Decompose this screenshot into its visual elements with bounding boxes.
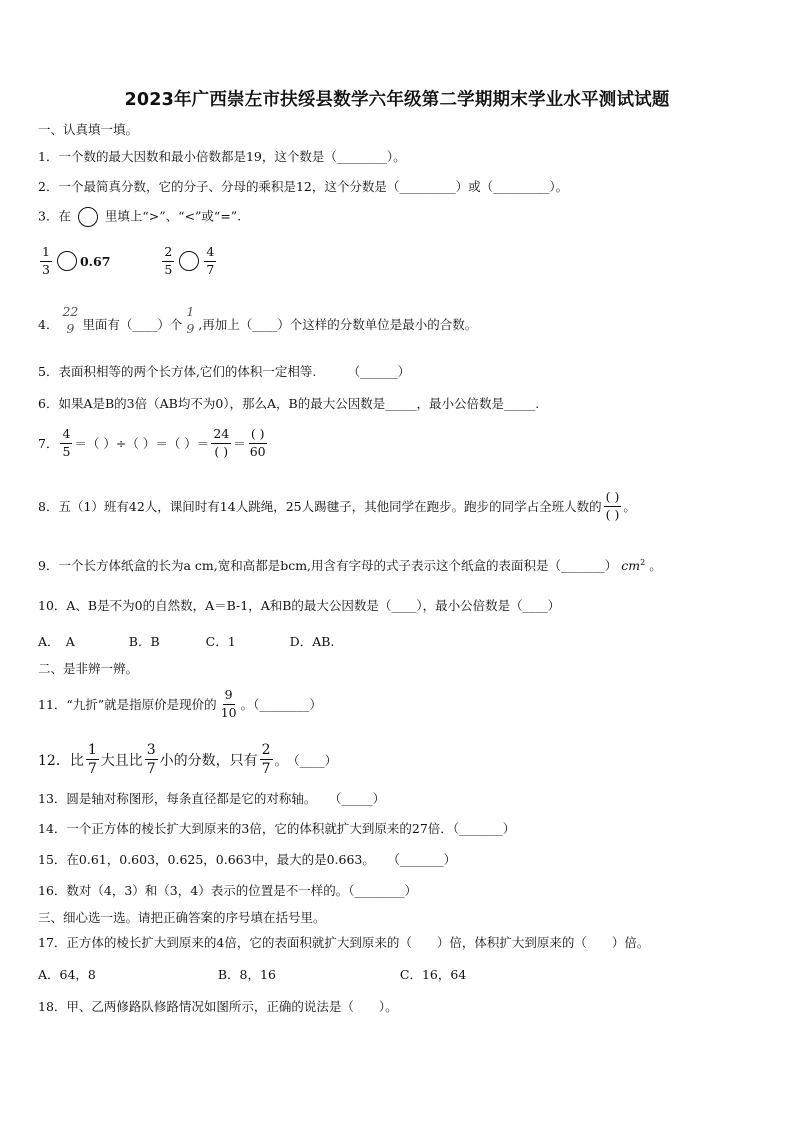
fraction-numerator: 3 <box>146 742 156 758</box>
question-14: 14．一个正方体的棱长扩大到原来的3倍，它的体积就扩大到原来的27倍．（_______） <box>38 821 516 836</box>
question-8-text: 8．五（1）班有42人，课间时有14人跳绳，25人踢毽子，其他同学在跑步。跑步的同学占全班人数的 <box>38 499 602 514</box>
option-c: C．1 <box>205 634 236 649</box>
fraction <box>162 246 174 276</box>
fraction-denominator: 10 <box>220 704 237 720</box>
comparison-rhs: 0.67 <box>79 253 111 269</box>
question-7-number: 7． <box>38 436 59 451</box>
fraction-numerator: 1 <box>186 304 195 319</box>
question-12-middle-2: 小的分数，只有 <box>159 752 258 769</box>
fraction-denominator: 7 <box>87 761 97 777</box>
fraction-numerator: ( ) <box>604 491 622 507</box>
fraction-denominator: 9 <box>66 320 75 336</box>
question-12-middle-1: 大且比 <box>100 752 143 769</box>
option-a: A． A <box>38 634 75 649</box>
question-18: 18．甲、乙两修路队修路情况如图所示，正确的说法是（ ）。 <box>38 999 398 1014</box>
fraction-numerator: 4 <box>60 428 72 444</box>
fraction-denominator: 3 <box>42 261 50 277</box>
option-b: B．8，16 <box>217 967 276 982</box>
question-4-text-1: 里面有（____）个 <box>82 317 183 332</box>
compare-circle-icon <box>179 251 199 271</box>
option-b: B．B <box>128 634 160 649</box>
unit-cm: cm <box>621 558 641 574</box>
unit-exponent: 2 <box>640 558 646 567</box>
question-16: 16．数对（4，3）和（3，4）表示的位置是不一样的。（________） <box>38 883 417 898</box>
fraction-numerator: 1 <box>40 246 52 262</box>
fraction-denominator: 5 <box>164 261 173 277</box>
comparison-2 <box>160 246 218 276</box>
question-15: 15．在0.61，0.603，0.625，0.663中，最大的是0.663。 （_______） <box>38 852 457 867</box>
question-9-text: 9．一个长方体纸盒的长为a cm,宽和高都是bcm,用含有字母的式子表示这个纸盒的表面积是（_______） <box>38 558 618 574</box>
question-3 <box>38 207 241 227</box>
fraction <box>604 491 622 521</box>
fraction <box>145 743 158 776</box>
fraction-numerator: ( ) <box>249 428 267 444</box>
fraction-numerator: 2 <box>261 742 271 758</box>
fraction-numerator: 1 <box>87 742 97 758</box>
compare-circle-icon <box>78 207 98 227</box>
question-17: 17．正方体的棱长扩大到原来的4倍，它的表面积就扩大到原来的（ ）倍，体积扩大到原来的（ ）倍。 <box>38 935 650 950</box>
question-12-end: 。 （____） <box>274 752 338 768</box>
fraction-denominator: 7 <box>261 761 271 777</box>
question-10-options <box>38 636 334 649</box>
question-12-prefix: 12．比 <box>38 752 84 769</box>
fraction-denominator: 9 <box>186 320 195 336</box>
fraction-denominator: ( ) <box>605 506 620 522</box>
question-13: 13．圆是轴对称图形，每条直径都是它的对称轴。 （_____） <box>38 791 386 806</box>
comparison-1 <box>38 246 110 276</box>
question-8 <box>38 491 636 521</box>
fraction <box>211 428 231 458</box>
question-4-text-2: ,再加上（____）个这样的分数单位是最小的合数。 <box>198 317 478 332</box>
fraction-denominator: 7 <box>206 261 215 277</box>
section-heading-2: 二、是非辨一辨。 <box>38 661 139 676</box>
fraction-numerator: 24 <box>211 428 231 444</box>
question-11-end: 。（________） <box>240 697 322 712</box>
fraction <box>219 689 239 719</box>
fraction <box>60 428 72 458</box>
fraction-denominator: 60 <box>249 443 266 459</box>
question-17-options <box>38 969 466 982</box>
question-9-end: 。 <box>649 558 662 574</box>
option-d: D．AB. <box>289 634 335 649</box>
fraction-numerator: 2 <box>162 246 174 262</box>
question-7 <box>38 428 270 458</box>
equals-sign: ＝ <box>233 436 246 451</box>
fraction <box>86 743 99 776</box>
question-4-number: 4． <box>38 317 59 332</box>
question-3-comparisons <box>38 244 218 276</box>
option-c: C．16，64 <box>399 967 467 982</box>
fraction-numerator: 9 <box>223 689 235 705</box>
fraction <box>184 306 196 335</box>
fraction-denominator: 5 <box>62 443 71 459</box>
question-2: 2．一个最简真分数，它的分子、分母的乘积是12，这个分数是（_________）或（_________）。 <box>38 179 569 194</box>
option-a: A．64，8 <box>38 967 96 982</box>
question-3-after: 里填上“>”、“<”或“=”. <box>104 208 242 224</box>
fraction <box>40 246 52 276</box>
section-heading-1: 一、认真填一填。 <box>38 122 139 137</box>
fraction <box>204 246 216 276</box>
fraction <box>248 428 268 458</box>
fraction <box>60 306 80 335</box>
question-4 <box>38 306 477 335</box>
question-9 <box>38 559 662 573</box>
question-6: 6．如果A是B的3倍（AB均不为0），那么A，B的最大公因数是_____，最小公倍数是_____. <box>38 396 540 411</box>
question-3-before: 3．在 <box>38 208 71 224</box>
question-11-text: 11．“九折”就是指原价是现价的 <box>38 697 217 712</box>
fraction-numerator: 22 <box>62 304 79 319</box>
question-10: 10．A、B是不为0的自然数，A＝B-1，A和B的最大公因数是（____），最小公倍数是（____） <box>38 598 561 613</box>
fraction-denominator: ( ) <box>214 443 229 459</box>
fraction-numerator: 4 <box>204 246 216 262</box>
page-title: 2023年广西崇左市扶绥县数学六年级第二学期期末学业水平测试试题 <box>124 90 670 110</box>
question-12 <box>38 743 337 776</box>
fraction <box>260 743 273 776</box>
question-1: 1．一个数的最大因数和最小倍数都是19，这个数是（________）。 <box>38 149 406 164</box>
section-heading-3: 三、细心选一选。请把正确答案的序号填在括号里。 <box>38 910 326 925</box>
question-11 <box>38 689 322 719</box>
compare-circle-icon <box>57 251 77 271</box>
fraction-denominator: 7 <box>146 761 156 777</box>
question-5: 5．表面积相等的两个长方体,它们的体积一定相等. （______） <box>38 364 411 379</box>
question-7-middle: ＝（ ）÷（ ）＝（ ）＝ <box>74 436 210 451</box>
question-8-end: 。 <box>623 499 636 514</box>
